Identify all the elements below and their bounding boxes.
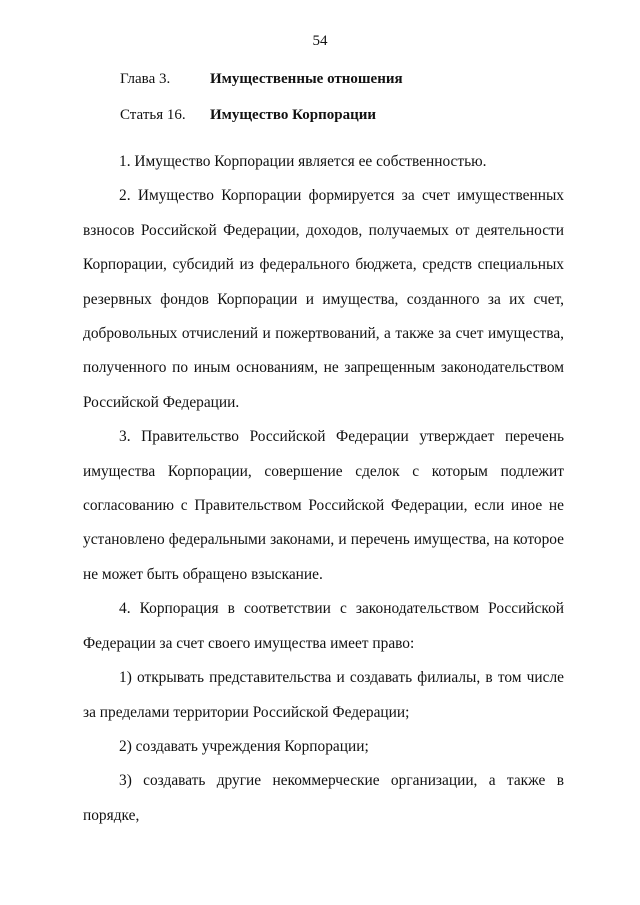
chapter-title: Имущественные отношения [210, 71, 403, 87]
list-item-3: 3) создавать другие некоммерческие организации, а также в порядке, [83, 772, 564, 824]
page-number: 54 [312, 33, 328, 49]
paragraph-2: 2. Имущество Корпорации формируется за счет имущественных взносов Российской Федерации, доходов, получаемых от деятельности Корпорации, субсидий из федерального бюджета, средств специальных резервных фондов Корпорации и имущества, созданного за их счет, добровольных отчислений и пожертвований, а также за счет имущества, полученного по иным основаниям, не запрещенным законодательством Российской Федерации. [83, 187, 564, 411]
paragraph-1: 1. Имущество Корпорации является ее собственностью. [119, 153, 487, 170]
chapter-label: Глава 3. [120, 71, 171, 87]
list-item-2: 2) создавать учреждения Корпорации; [119, 737, 369, 755]
article-title: Имущество Корпорации [210, 107, 377, 123]
article-heading [120, 107, 376, 124]
list-item-1: 1) открывать представительства и создавать филиалы, в том числе за пределами территории Российской Федерации; [83, 669, 564, 721]
article-label: Статья 16. [120, 107, 186, 123]
paragraph-3: 3. Правительство Российской Федерации утверждает перечень имущества Корпорации, совершение сделок с которым подлежит согласованию с Правительством Российской Федерации, если иное не установлено федеральными законами, и перечень имущества, на которое не может быть обращено взыскание. [83, 428, 564, 583]
paragraph-4: 4. Корпорация в соответствии с законодательством Российской Федерации за счет своего имущества имеет право: [83, 600, 564, 652]
chapter-heading [120, 71, 403, 88]
article-body [83, 145, 564, 833]
